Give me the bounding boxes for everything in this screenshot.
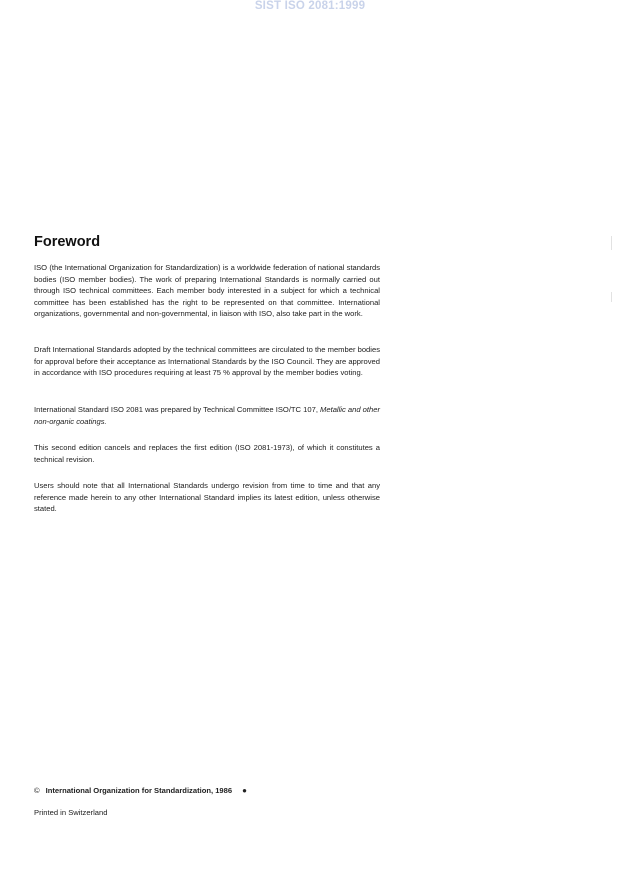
document-watermark: SIST ISO 2081:1999 bbox=[254, 0, 366, 12]
prepared-by-text: International Standard ISO 2081 was prepared by Technical Committee ISO/TC 107, bbox=[34, 405, 321, 414]
scan-edge-mark bbox=[611, 292, 612, 302]
scan-edge-mark bbox=[611, 236, 612, 250]
paragraph-prepared-by bbox=[34, 404, 380, 427]
paragraph-edition-note: This second edition cancels and replaces the first edition (ISO 2081-1973), of which it constitutes a technical revision. bbox=[34, 443, 380, 464]
bullet-icon: ● bbox=[242, 786, 247, 795]
copyright-text: International Organization for Standardization, 1986 bbox=[45, 786, 233, 795]
paragraph-revision-note: Users should note that all International Standards undergo revision from time to time and that any reference made herein to any other International Standard implies its latest edition, unless otherwise stated. bbox=[34, 481, 380, 514]
foreword-heading: Foreword bbox=[34, 234, 101, 250]
printed-in-note: Printed in Switzerland bbox=[34, 808, 108, 817]
committee-title: Metallic and other non-organic coatings. bbox=[34, 405, 380, 426]
paragraph-draft-standards: Draft International Standards adopted by the technical committees are circulated to the member bodies for approval before their acceptance as International Standards by the ISO Council. They are approved in accordance with ISO procedures requiring at least 75 % approval by the member bodies voting. bbox=[34, 345, 380, 378]
copyright-line bbox=[34, 786, 247, 795]
foreword-body bbox=[34, 262, 380, 514]
copyright-icon: © bbox=[34, 786, 40, 795]
paragraph-iso-description: ISO (the International Organization for Standardization) is a worldwide federation of national standards bodies (ISO member bodies). The work of preparing International Standards is normally carried out through ISO technical committees. Each member body interested in a subject for which a technical committee has been established has the right to be represented on that committee. International organizations, governmental and non-governmental, in liaison with ISO, also take part in the work. bbox=[34, 263, 380, 319]
